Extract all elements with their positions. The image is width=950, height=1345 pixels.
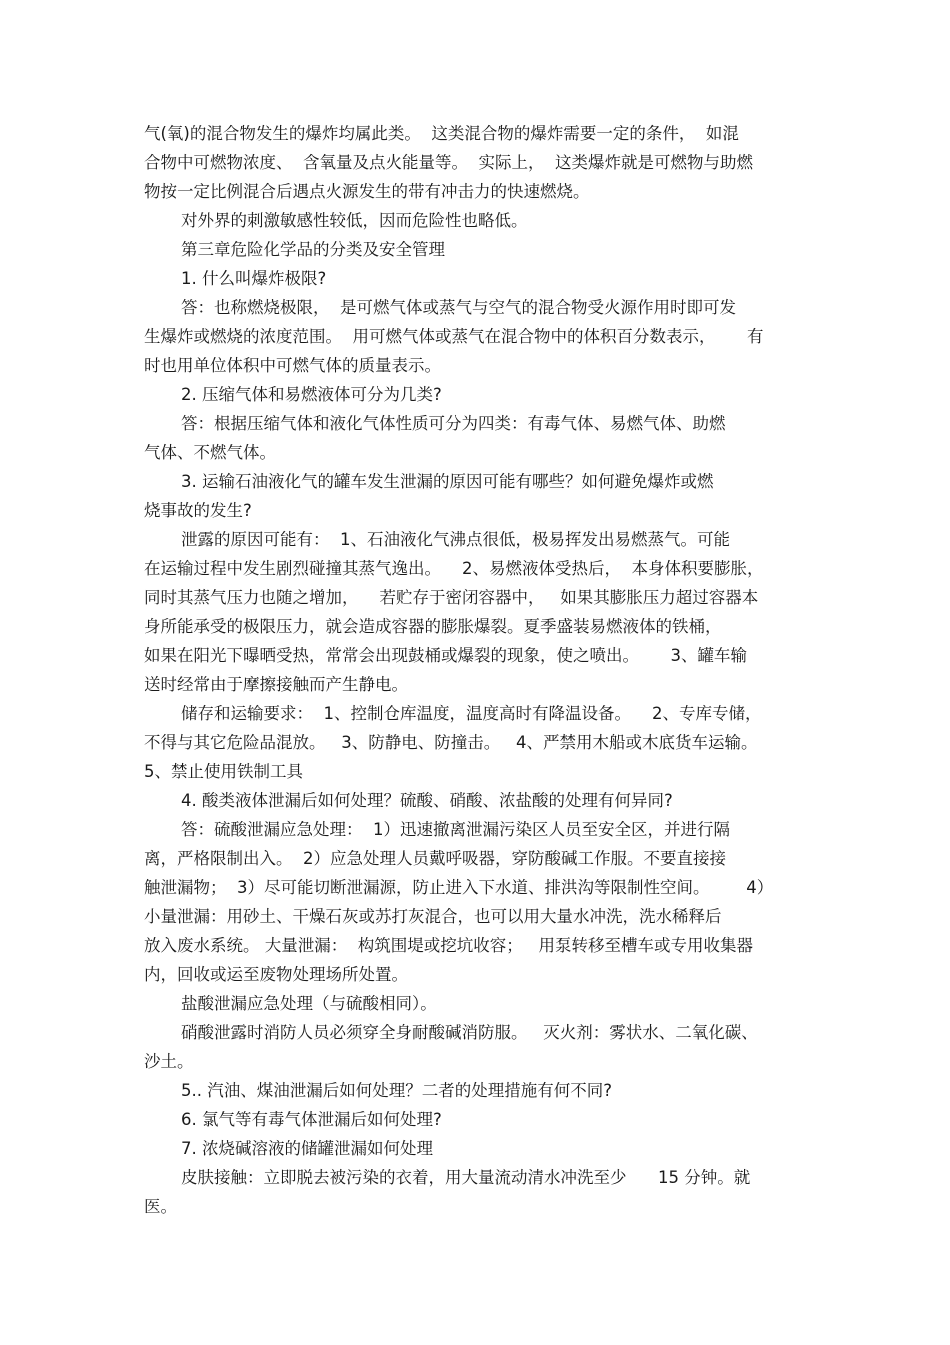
question-heading: 4. 酸类液体泄漏后如何处理？硫酸、硝酸、浓盐酸的处理有何异同? <box>181 791 673 810</box>
text-line: 烧事故的发生? <box>144 501 252 520</box>
text-line: 如果在阳光下曝晒受热，常常会出现鼓桶或爆裂的现象，使之喷出。 3、罐车输 <box>144 646 747 665</box>
question-heading: 1. 什么叫爆炸极限? <box>181 269 327 288</box>
text-line: 答：根据压缩气体和液化气体性质可分为四类：有毒气体、易燃气体、助燃 <box>181 414 726 433</box>
chapter-heading: 第三章危险化学品的分类及安全管理 <box>181 240 445 259</box>
text-line: 不得与其它危险品混放。 3、防静电、防撞击。 4、严禁用木船或木底货车运输。 <box>144 733 758 752</box>
text-line: 硝酸泄露时消防人员必须穿全身耐酸碱消防服。 灭火剂：雾状水、二氧化碳、 <box>181 1023 758 1042</box>
text-line: 皮肤接触：立即脱去被污染的衣着，用大量流动清水冲洗至少 15 分钟。就 <box>181 1168 751 1187</box>
text-line: 离，严格限制出入。 2）应急处理人员戴呼吸器，穿防酸碱工作服。不要直接接 <box>144 849 726 868</box>
question-heading: 6. 氯气等有毒气体泄漏后如何处理? <box>181 1110 442 1129</box>
question-heading: 7. 浓烧碱溶液的储罐泄漏如何处理 <box>181 1139 433 1158</box>
text-line: 对外界的刺激敏感性较低，因而危险性也略低。 <box>181 211 528 230</box>
text-line: 触泄漏物； 3）尽可能切断泄漏源，防止进入下水道、排洪沟等限制性空间。 4） <box>144 878 774 897</box>
text-line: 合物中可燃物浓度、 含氧量及点火能量等。 实际上， 这类爆炸就是可燃物与助燃 <box>144 153 753 172</box>
text-line: 医。 <box>144 1197 177 1216</box>
text-line: 同时其蒸气压力也随之增加， 若贮存于密闭容器中， 如果其膨胀压力超过容器本 <box>144 588 759 607</box>
text-line: 在运输过程中发生剧烈碰撞其蒸气逸出。 2、易燃液体受热后， 本身体积要膨胀， <box>144 559 764 578</box>
text-line: 生爆炸或燃烧的浓度范围。 用可燃气体或蒸气在混合物中的体积百分数表示， 有 <box>144 327 764 346</box>
text-line: 内，回收或运至废物处理场所处置。 <box>144 965 408 984</box>
text-line: 物按一定比例混合后遇点火源发生的带有冲击力的快速燃烧。 <box>144 182 590 201</box>
question-heading: 2. 压缩气体和易燃液体可分为几类? <box>181 385 442 404</box>
text-line: 气(氧)的混合物发生的爆炸均属此类。 这类混合物的爆炸需要一定的条件， 如混 <box>144 124 739 143</box>
text-line: 5、禁止使用铁制工具 <box>144 762 303 781</box>
text-line: 时也用单位体积中可燃气体的质量表示。 <box>144 356 441 375</box>
question-heading: 5.. 汽油、煤油泄漏后如何处理？二者的处理措施有何不同? <box>181 1081 612 1100</box>
text-line: 盐酸泄漏应急处理（与硫酸相同）。 <box>181 994 437 1013</box>
text-line: 放入废水系统。 大量泄漏： 构筑围堤或挖坑收容； 用泵转移至槽车或专用收集器 <box>144 936 753 955</box>
text-line: 送时经常由于摩擦接触而产生静电。 <box>144 675 408 694</box>
text-line: 答：也称燃烧极限， 是可燃气体或蒸气与空气的混合物受火源作用时即可发 <box>181 298 736 317</box>
text-line: 气体、不燃气体。 <box>144 443 276 462</box>
text-line: 答：硫酸泄漏应急处理： 1）迅速撤离泄漏污染区人员至安全区，并进行隔 <box>181 820 730 839</box>
text-line: 储存和运输要求： 1、控制仓库温度，温度高时有降温设备。 2、专库专储， <box>181 704 762 723</box>
text-line: 小量泄漏：用砂土、干燥石灰或苏打灰混合，也可以用大量水冲洗，洗水稀释后 <box>144 907 722 926</box>
text-line: 泄露的原因可能有： 1、石油液化气沸点很低，极易挥发出易燃蒸气。可能 <box>181 530 730 549</box>
text-line: 沙土。 <box>144 1052 194 1071</box>
text-line: 身所能承受的极限压力，就会造成容器的膨胀爆裂。夏季盛装易燃液体的铁桶， <box>144 617 722 636</box>
question-heading: 3. 运输石油液化气的罐车发生泄漏的原因可能有哪些？如何避免爆炸或燃 <box>181 472 714 491</box>
